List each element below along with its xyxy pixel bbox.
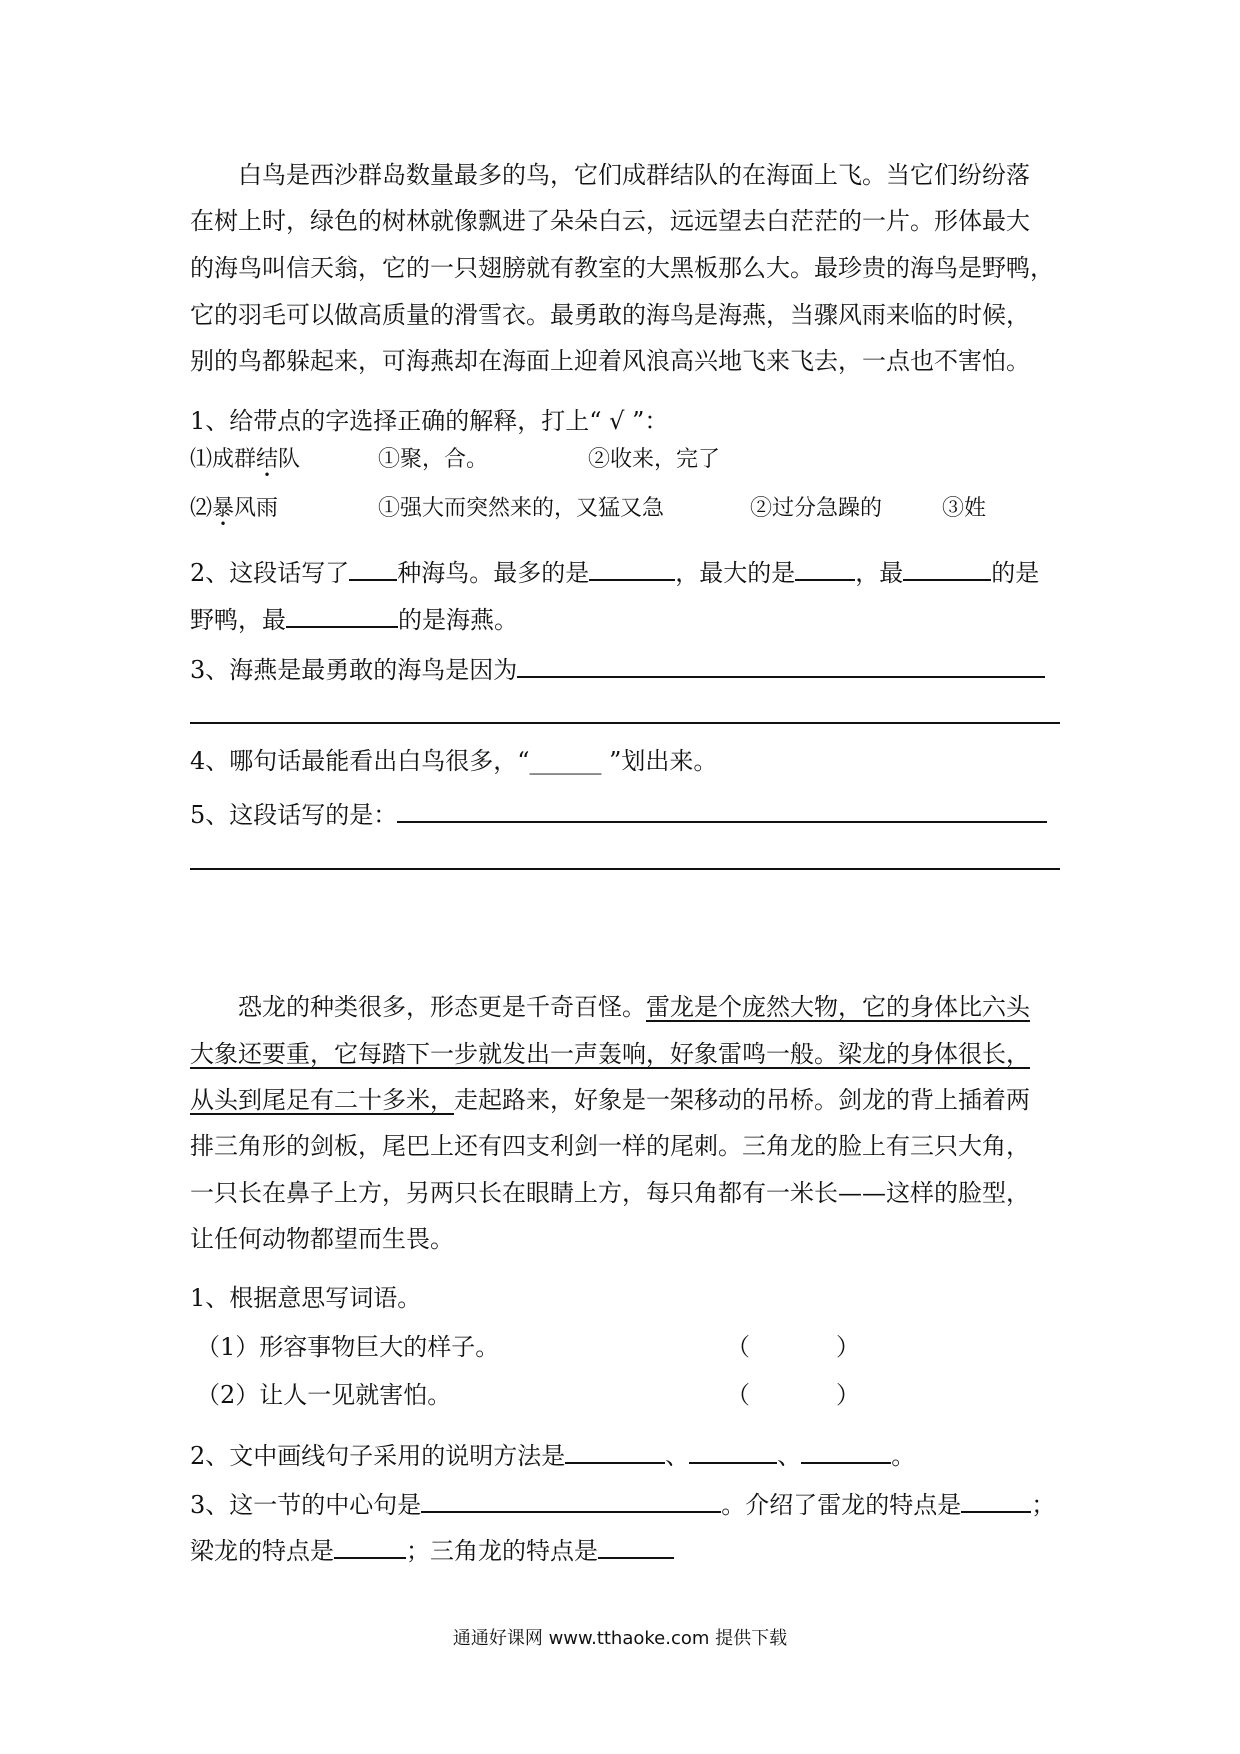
answer-paren-close[interactable]: ）: [836, 1333, 860, 1361]
answer-blank[interactable]: [961, 1485, 1031, 1513]
footer-source: 通通好课网 www.tthaoke.com 提供下载: [452, 1628, 788, 1649]
item-label: 队: [278, 447, 301, 472]
passage2-line: 让任何动物都望而生畏。: [190, 1225, 454, 1253]
answer-line[interactable]: [190, 868, 1060, 870]
answer-blank[interactable]: [349, 553, 397, 581]
option-1[interactable]: ①聚，合。: [378, 447, 489, 472]
question-4: 4、哪句话最能看出白鸟很多，“______ ”划出来。: [190, 747, 718, 775]
answer-line[interactable]: [190, 722, 1060, 724]
passage1-line: 白鸟是西沙群岛数量最多的鸟，它们成群结队的在海面上飞。当它们纷纷落: [238, 161, 1030, 189]
option-2[interactable]: ②过分急躁的: [750, 496, 883, 521]
passage2-text: 恐龙的种类很多，形态更是千奇百怪。: [238, 993, 646, 1021]
answer-blank[interactable]: [689, 1436, 777, 1464]
passage2-text: 走起路来，好象是一架移动的吊桥。剑龙的背上插着两: [454, 1086, 1030, 1114]
p2-question-1-item-1: [196, 1332, 1066, 1362]
answer-paren-open[interactable]: （: [726, 1333, 750, 1361]
q-text: 2、文中画线句子采用的说明方法是: [190, 1442, 566, 1470]
answer-blank[interactable]: [421, 1485, 721, 1513]
passage1-line: 别的鸟都躲起来，可海燕却在海面上迎着风浪高兴地飞来飞去，一点也不害怕。: [190, 347, 1030, 375]
option-1[interactable]: ①强大而突然来的，又猛又急: [378, 496, 665, 521]
passage1-line: 在树上时，绿色的树林就像飘进了朵朵白云，远远望去白茫茫的一片。形体最大: [190, 207, 1030, 235]
answer-blank[interactable]: [589, 553, 675, 581]
dotted-char: 结: [256, 447, 279, 472]
passage2-line: [238, 992, 1108, 1022]
passage2-line: [190, 1039, 1060, 1069]
q2-text: 野鸭，最: [190, 606, 286, 634]
q2-text: 2、这段话写了: [190, 559, 350, 587]
q-text: 。介绍了雷龙的特点是: [721, 1491, 962, 1519]
separator: 、: [777, 1442, 802, 1470]
answer-blank[interactable]: [286, 600, 398, 628]
question-1-item-2: [190, 494, 1060, 524]
q-text: 3、这一节的中心句是: [190, 1491, 422, 1519]
answer-blank[interactable]: [334, 1531, 406, 1559]
separator: 、: [665, 1442, 690, 1470]
answer-paren-open[interactable]: （: [726, 1381, 750, 1409]
answer-blank[interactable]: [903, 553, 991, 581]
answer-blank[interactable]: [565, 1436, 665, 1464]
passage1-line: 它的羽毛可以做高质量的滑雪衣。最勇敢的海鸟是海燕，当骤风雨来临的时候，: [190, 301, 1030, 329]
question-2-line-1: [190, 553, 1060, 588]
question-2-line-2: [190, 600, 1060, 635]
underlined-sentence: 大象还要重，它每踏下一步就发出一声轰响，好象雷鸣一般。梁龙的身体很长，: [190, 1040, 1030, 1068]
q2-text: 种海鸟。最多的是: [397, 559, 590, 587]
passage2-line: [190, 1085, 1060, 1115]
p2-question-3-line-1: [190, 1485, 1060, 1520]
passage2-line: 排三角形的剑板，尾巴上还有四支利剑一样的尾刺。三角龙的脸上有三只大角，: [190, 1132, 1030, 1160]
q-text: ；: [1031, 1491, 1056, 1519]
answer-blank[interactable]: [801, 1436, 891, 1464]
q2-text: 的是海燕。: [398, 606, 518, 634]
passage2-line: 一只长在鼻子上方，另两只长在眼睛上方，每只角都有一米长——这样的脸型，: [190, 1179, 1030, 1207]
q-text: ；三角龙的特点是: [406, 1537, 598, 1565]
question-1-item-1: [190, 445, 1060, 475]
separator: 。: [891, 1442, 916, 1470]
answer-paren-close[interactable]: ）: [836, 1381, 860, 1409]
p2-question-2: [190, 1436, 1060, 1471]
answer-blank[interactable]: [795, 553, 855, 581]
answer-blank[interactable]: [397, 795, 1047, 823]
item-label: ⑴成群: [190, 447, 257, 472]
p2-question-1-item-2: [196, 1380, 1066, 1410]
q2-text: 的是: [991, 559, 1040, 587]
option-2[interactable]: ②收来，完了: [588, 447, 721, 472]
item-label: 风雨: [234, 496, 279, 521]
underlined-sentence: 从头到尾足有二十多米，: [190, 1086, 454, 1114]
q-text: 梁龙的特点是: [190, 1537, 334, 1565]
item-text: （1）形容事物巨大的样子。: [196, 1333, 500, 1361]
q2-text: ，最: [855, 559, 904, 587]
q3-text: 3、海燕是最勇敢的海鸟是因为: [190, 656, 518, 684]
item-label: ⑵: [190, 496, 213, 521]
item-text: （2）让人一见就害怕。: [196, 1381, 452, 1409]
q2-text: ，最大的是: [675, 559, 796, 587]
q5-text: 5、这段话写的是：: [190, 801, 398, 829]
question-5: [190, 795, 1060, 830]
p2-question-1-prompt: 1、根据意思写词语。: [190, 1284, 422, 1312]
question-3: [190, 650, 1060, 685]
answer-blank[interactable]: [598, 1531, 674, 1559]
passage1-line: 的海鸟叫信天翁，它的一只翅膀就有教室的大黑板那么大。最珍贵的海鸟是野鸭，: [190, 254, 1054, 282]
underlined-sentence: 雷龙是个庞然大物，它的身体比六头: [646, 993, 1030, 1021]
answer-blank[interactable]: [517, 650, 1045, 678]
dotted-char: 暴: [212, 496, 235, 521]
p2-question-3-line-2: [190, 1531, 1060, 1566]
option-3[interactable]: ③姓: [942, 496, 987, 521]
question-1-prompt: 1、给带点的字选择正确的解释，打上“ √ ”：: [190, 407, 669, 435]
